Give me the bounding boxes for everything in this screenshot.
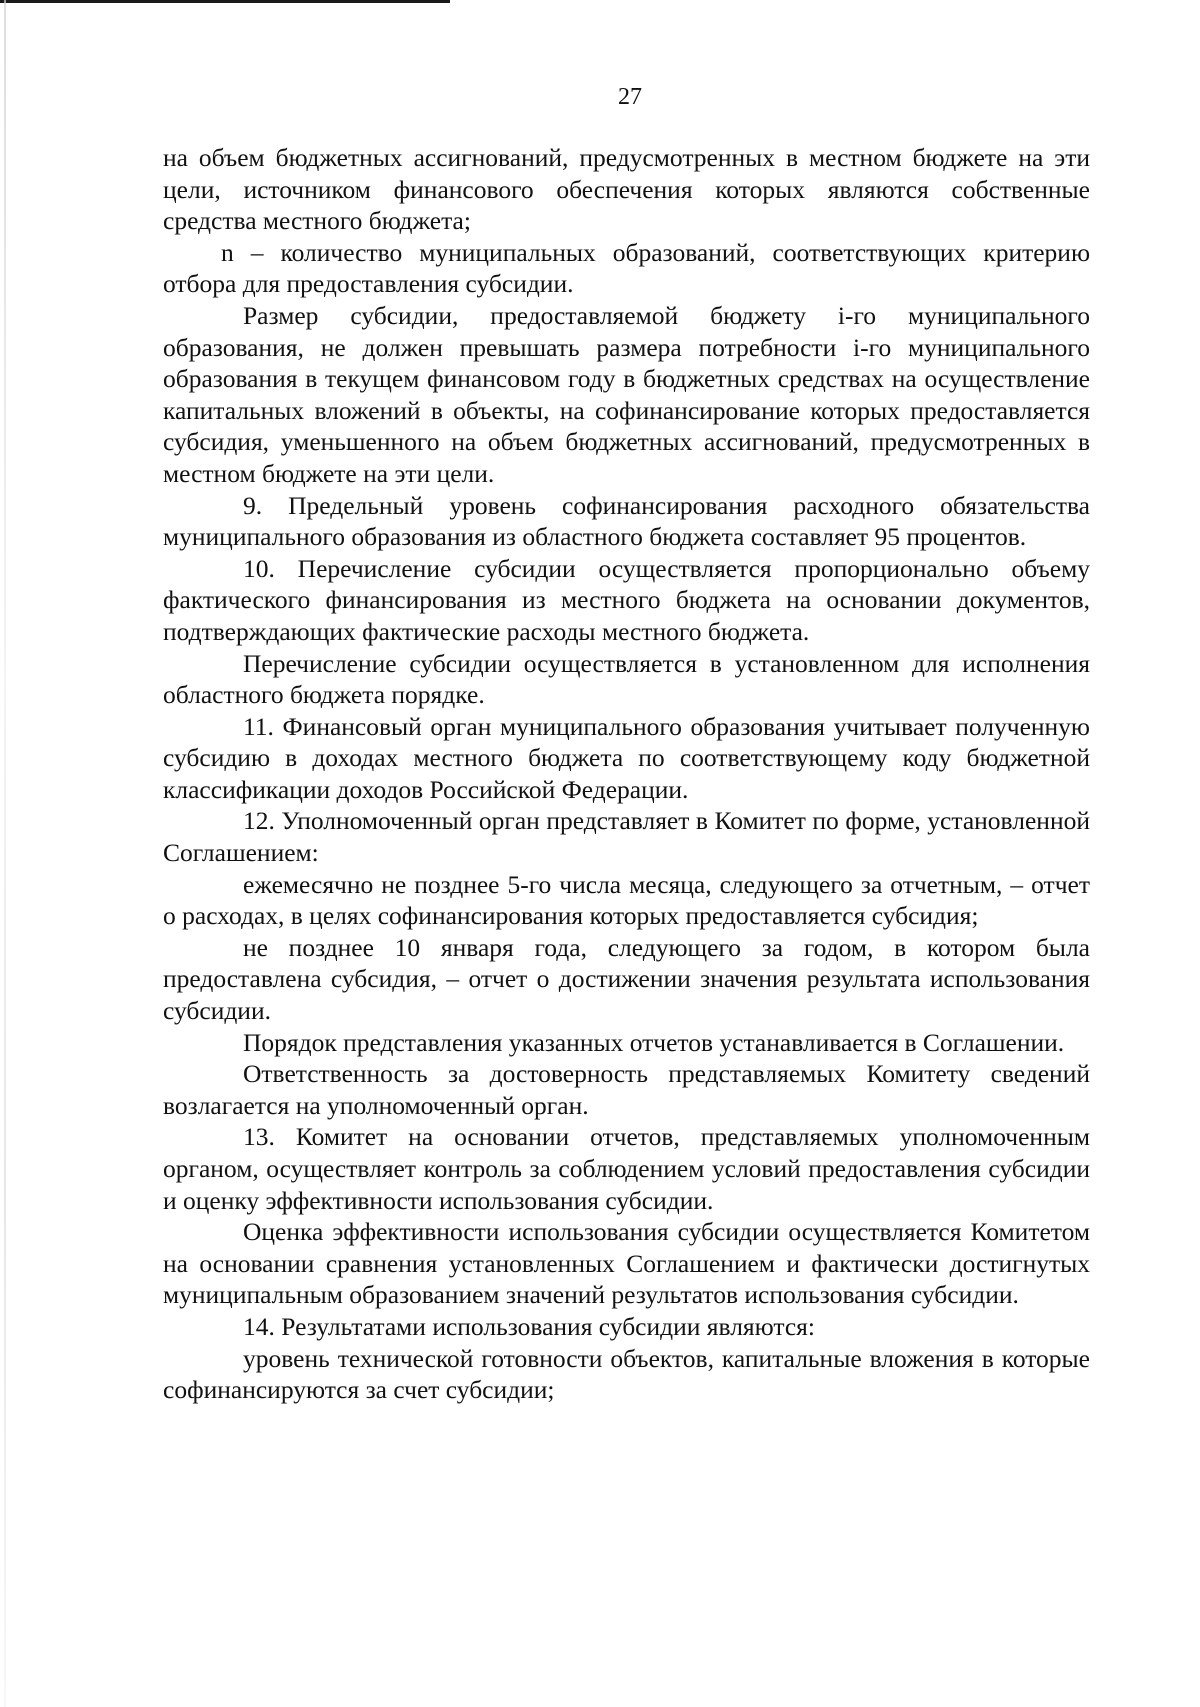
paragraph-report-procedure: Порядок представления указанных отчетов устанавливается в Соглашении. — [243, 1027, 1065, 1057]
paragraph-item-10: 10. Перечисление субсидии осуществляется пропорционально объему фактического финансирования из местного бюджета на основании документов, подтверждающих фактические расходы местного бюджета. — [163, 553, 1090, 646]
paragraph-item-14: 14. Результатами использования субсидии являются: — [243, 1311, 815, 1341]
paragraph-monthly-report: ежемесячно не позднее 5-го числа месяца, следующего за отчетным, – отчет о расходах, в целях софинансирования которых предоставляется субсидия; — [163, 869, 1090, 931]
paragraph-efficiency-assessment: Оценка эффективности использования субсидии осуществляется Комитетом на основании сравнения установленных Соглашением и фактически достигнутых муниципальным образованием значений результатов использования субсидии. — [163, 1217, 1090, 1310]
paragraph-item-12: 12. Уполномоченный орган представляет в Комитет по форме, установленной Соглашением: — [163, 806, 1090, 868]
paragraph-budget-allocations: на объем бюджетных ассигнований, предусмотренных в местном бюджете на эти цели, источником финансового обеспечения которых являются собственные средства местного бюджета; — [163, 143, 1090, 236]
page-number: 27 — [618, 84, 642, 110]
document-body — [163, 142, 1090, 1406]
paragraph-item-13: 13. Комитет на основании отчетов, представляемых уполномоченным органом, осуществляет контроль за соблюдением условий предоставления субсидии и оценку эффективности использования субсидии. — [163, 1122, 1090, 1215]
paragraph-responsibility: Ответственность за достоверность представляемых Комитету сведений возлагается на уполномоченный орган. — [163, 1059, 1090, 1120]
paragraph-item-9: 9. Предельный уровень софинансирования расходного обязательства муниципального образования из областного бюджета составляет 95 процентов. — [163, 490, 1090, 552]
paragraph-item-11: 11. Финансовый орган муниципального образования учитывает полученную субсидию в доходах местного бюджета по соответствующему коду бюджетной классификации доходов Российской Федерации. — [163, 711, 1090, 804]
paragraph-technical-readiness: уровень технической готовности объектов, капитальные вложения в которые софинансируются за счет субсидии; — [163, 1343, 1090, 1405]
scan-border-left — [4, 0, 6, 1707]
paragraph-annual-report: не позднее 10 января года, следующего за годом, в котором была предоставлена субсидия, – отчет о достижении значения результата использования субсидии. — [163, 932, 1090, 1026]
paragraph-transfer-order: Перечисление субсидии осуществляется в установленном для исполнения областного бюджета порядке. — [163, 648, 1090, 710]
scan-border-top — [0, 0, 450, 3]
paragraph-n-definition: n – количество муниципальных образований, соответствующих критерию отбора для предоставления субсидии. — [163, 237, 1090, 299]
paragraph-subsidy-size: Размер субсидии, предоставляемой бюджету i-го муниципального образования, не должен превышать размера потребности i-го муниципального образования в текущем финансовом году в бюджетных средствах на осуществление капитальных вложений в объекты, на софинансирование которых предоставляется субсидия, уменьшенного на объем бюджетных ассигнований, предусмотренных в местном бюджете на эти цели. — [163, 300, 1090, 488]
